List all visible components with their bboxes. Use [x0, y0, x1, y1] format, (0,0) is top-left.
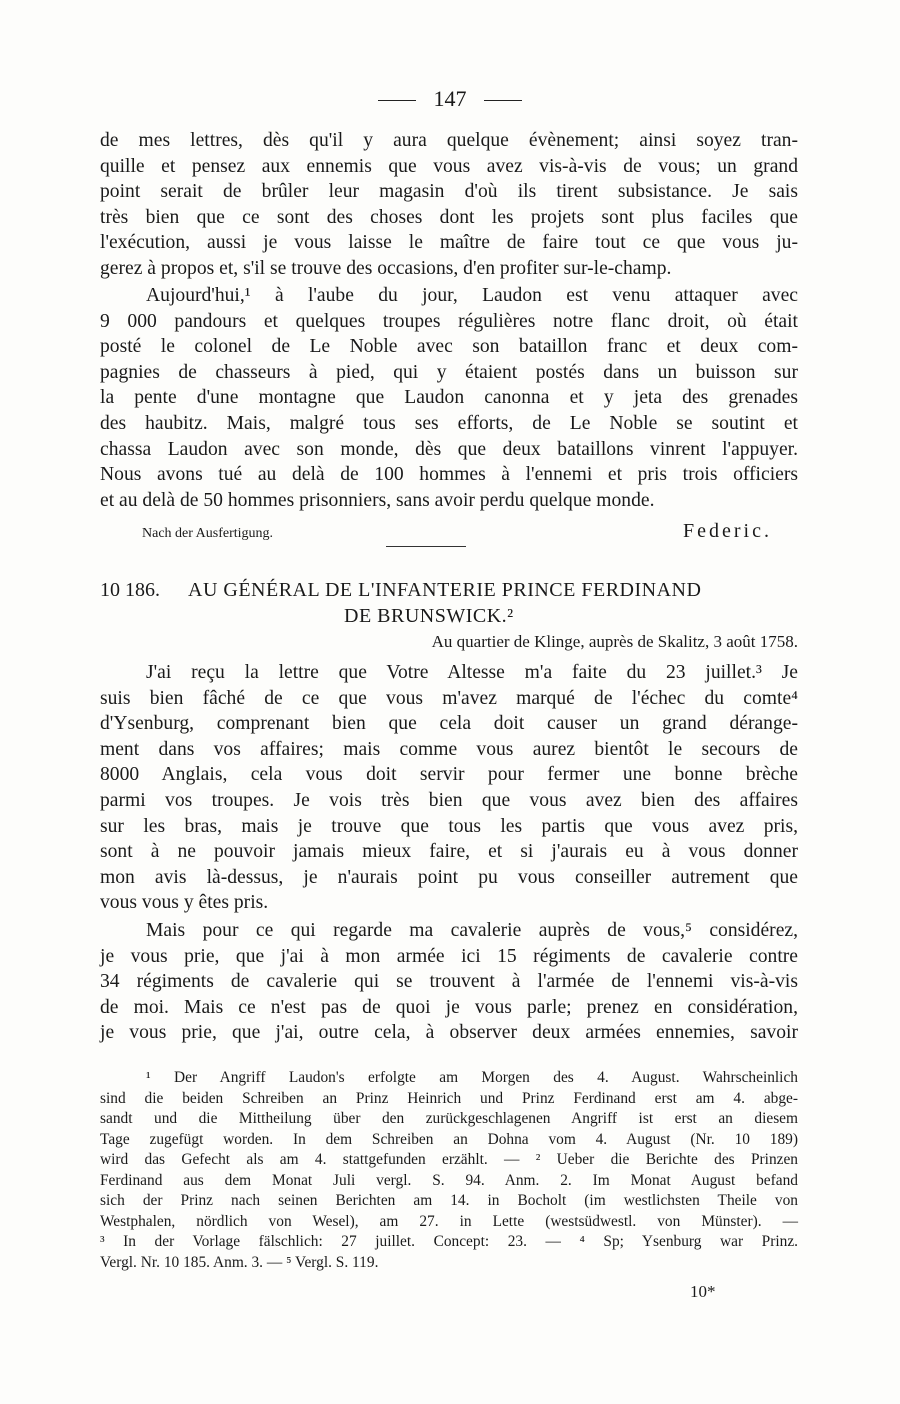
section-divider: [386, 546, 466, 547]
text-line: pagnies de chasseurs à pied, qui y étaient postés dans un buisson sur: [100, 361, 798, 383]
text-line: 9 000 pandours et quelques troupes régulières notre flanc droit, où était: [100, 310, 798, 332]
text-line: ment dans vos affaires; mais comme vous aurez bientôt le secours de: [100, 738, 798, 760]
letter-title-line-1: AU GÉNÉRAL DE L'INFANTERIE PRINCE FERDINAND: [188, 579, 702, 601]
footnote-line: Ferdinand aus dem Monat Juli vergl. S. 94. Anm. 2. Im Monat August befand: [100, 1171, 798, 1189]
paragraph-3: [100, 660, 798, 916]
footnote-line: ¹ Der Angriff Laudon's erfolgte am Morgen des 4. August. Wahrscheinlich: [146, 1069, 798, 1086]
text-line: Nous avons tué au delà de 100 hommes à l'ennemi et pris trois officiers: [100, 464, 798, 486]
source-note: Nach der Ausfertigung.: [142, 526, 274, 541]
text-line: gerez à propos et, s'il se trouve des occasions, d'en profiter sur-le-champ.: [100, 257, 672, 279]
text-line: suis bien fâché de ce que vous m'avez marqué de l'échec du comte⁴: [100, 687, 798, 709]
footnote-line: Vergl. Nr. 10 185. Anm. 3. — ⁵ Vergl. S. 119.: [100, 1253, 379, 1271]
text-line: vous vous y êtes pris.: [100, 892, 269, 914]
text-line: 34 régiments de cavalerie qui se trouvent à l'armée de l'ennemi vis-à-vis: [100, 971, 798, 993]
text-line: mon avis là-dessus, je n'aurais point pu vous conseiller autrement que: [100, 866, 798, 888]
page-header: [0, 86, 900, 112]
footnote-line: sind die beiden Schreiben an Prinz Heinrich und Prinz Ferdinand erst am 4. abge-: [100, 1089, 798, 1107]
header-dash-left: [378, 100, 416, 101]
footnote-line: Tage zugefügt worden. In dem Schreiben an Dohna vom 4. August (Nr. 10 189): [100, 1130, 798, 1148]
text-line: J'ai reçu la lettre que Votre Altesse m'a faite du 23 juillet.³ Je: [146, 662, 798, 683]
footnotes: [100, 1068, 798, 1273]
text-line: chassa Laudon avec son monde, dès que deux bataillons vinrent l'appuyer.: [100, 438, 798, 460]
text-line: la pente d'une montagne que Laudon canonna et y jeta des grenades: [100, 387, 798, 409]
footnote-line: ³ In der Vorlage fälschlich: 27 juillet. Concept: 23. — ⁴ Sp; Ysenburg war Prinz.: [100, 1233, 798, 1250]
text-line: d'Ysenburg, comprenant bien que cela doit causer un grand dérange-: [100, 713, 798, 735]
text-line: je vous prie, que j'ai à mon armée ici 15 régiments de cavalerie contre: [100, 945, 798, 967]
text-line: je vous prie, que j'ai, outre cela, à observer deux armées ennemies, savoir: [100, 1022, 798, 1044]
header-dash-right: [484, 100, 522, 101]
paragraph-4: [100, 918, 798, 1046]
text-line: parmi vos troupes. Je vois très bien que vous avez bien des affaires: [100, 789, 798, 811]
text-line: de mes lettres, dès qu'il y aura quelque évènement; ainsi soyez tran-: [100, 130, 798, 151]
page-number: 147: [433, 86, 467, 111]
footnote-line: sandt und die Mittheilung über den zurückgeschlagenen Angriff ist erst an diesem: [100, 1110, 798, 1127]
text-line: très bien que ce sont des choses dont les projets sont plus faciles que: [100, 206, 798, 228]
text-line: sur les bras, mais je trouve que tous les partis que vous avez pris,: [100, 815, 798, 837]
text-line: posté le colonel de Le Noble avec son bataillon franc et deux com-: [100, 336, 798, 358]
text-line: Mais pour ce qui regarde ma cavalerie auprès de vous,⁵ considérez,: [146, 920, 798, 941]
letter-title-line-2: DE BRUNSWICK.²: [344, 605, 514, 627]
text-line: quille et pensez aux ennemis que vous avez vis-à-vis de vous; un grand: [100, 155, 798, 177]
footnote-line: wird das Gefecht als am 4. stattgefunden erzählt. — ² Ueber die Berichte des Prinzen: [100, 1151, 798, 1168]
footnote-line: sich der Prinz nach seinen Berichten am 14. in Bocholt (im westlichsten Theile von: [100, 1192, 798, 1209]
text-line: 8000 Anglais, cela vous doit servir pour fermer une bonne brèche: [100, 764, 798, 786]
text-line: et au delà de 50 hommes prisonniers, sans avoir perdu quelque monde.: [100, 489, 655, 511]
text-line: l'exécution, aussi je vous laisse le maître de faire tout ce que vous ju-: [100, 232, 798, 254]
signature-mark: 10*: [690, 1282, 716, 1301]
letter-number: 10 186.: [100, 579, 160, 601]
place-date: Au quartier de Klinge, auprès de Skalitz, 3 août 1758.: [431, 632, 798, 651]
footnote-line: Westphalen, nördlich von Wesel), am 27. in Lette (westsüdwestl. von Münster). —: [100, 1212, 798, 1230]
paragraph-1: [100, 128, 798, 282]
text-line: Aujourd'hui,¹ à l'aube du jour, Laudon est venu attaquer avec: [146, 285, 798, 306]
signature-name: Federic.: [683, 520, 772, 542]
text-line: des haubitz. Mais, malgré tous ses efforts, de Le Noble se soutint et: [100, 412, 798, 434]
paragraph-2: [100, 283, 798, 513]
text-line: de moi. Mais ce n'est pas de quoi je vous parle; prenez en considération,: [100, 996, 798, 1018]
text-line: sont à ne pouvoir jamais mieux faire, et si j'aurais eu à vous donner: [100, 841, 798, 863]
text-line: point serait de brûler leur magasin d'où ils tirent subsistance. Je sais: [100, 181, 798, 203]
